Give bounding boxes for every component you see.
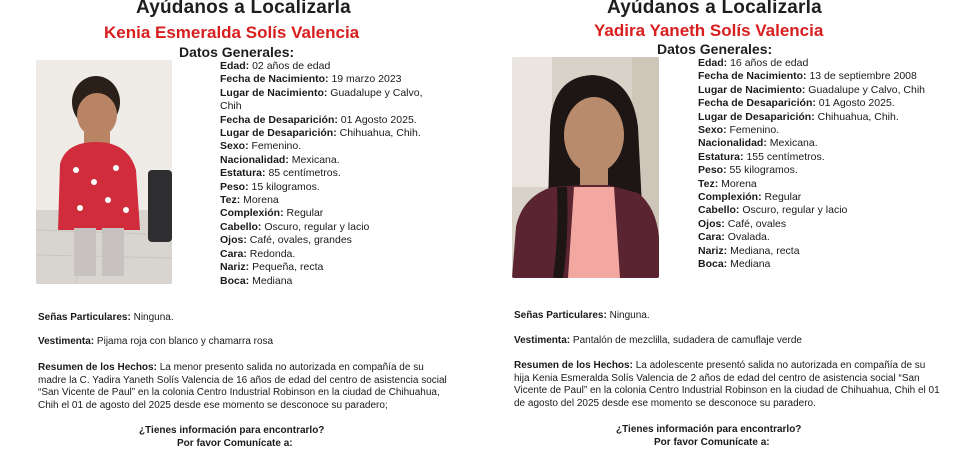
detail-row: Boca: Mediana [698,258,771,271]
contact-call: Por favor Comunícate a: [654,437,770,448]
detail-row: Peso: 55 kilogramos. [698,164,798,177]
contact-question: ¿Tienes información para encontrarlo? [616,424,802,435]
detail-row: Fecha de Desaparición: 01 Agosto 2025. [220,113,417,126]
distinguishing-marks: Señas Particulares: Ninguna. [38,312,174,323]
detail-row: Complexión: Regular [698,191,802,204]
person-name: Kenia Esmeralda Solís Valencia [104,23,360,42]
detail-row: Fecha de Desaparición: 01 Agosto 2025. [698,97,895,110]
clothing: Vestimenta: Pijama roja con blanco y chamarra rosa [38,336,274,347]
detail-row: Fecha de Nacimiento: 13 de septiembre 2008 [698,70,917,83]
detail-row: Estatura: 85 centímetros. [220,167,341,180]
general-data-heading: Datos Generales: [179,44,295,60]
poster-title: Ayúdanos a Localizarla [136,0,351,18]
clothing: Vestimenta: Pantalón de mezclilla, sudadera de camuflaje verde [514,335,802,346]
details-list [220,60,445,288]
detail-row: Ojos: Café, ovales [698,217,787,230]
detail-row: Fecha de Nacimiento: 19 marzo 2023 [220,73,402,86]
detail-row: Cabello: Oscuro, regular y lacio [220,220,370,233]
person-photo [512,57,659,278]
person-photo [36,60,172,284]
facts-summary: Resumen de los Hechos: La adolescente presentó salida no autorizada en compañía de su hija Kenia Esmeralda Solís Valencia de 2 años de edad del centro de asistencia social “San Vicente de Paul” en la colonia Centro Industrial Robinson en la ciudad de Chihuahua, Chih el 01 de agosto del 2025 desde ese momento se desconoce su paradero. [514,360,940,409]
detail-row: Nacionalidad: Mexicana. [220,153,340,166]
person-name: Yadira Yaneth Solís Valencia [594,21,824,40]
detail-row: Edad: 16 años de edad [698,57,809,69]
detail-row: Estatura: 155 centímetros. [698,150,825,163]
poster-title: Ayúdanos a Localizarla [607,0,822,18]
detail-row: Nariz: Pequeña, recta [220,261,324,274]
detail-row: Boca: Mediana [220,274,293,287]
child-photo-illustration [36,60,172,284]
detail-row: Lugar de Desaparición: Chihuahua, Chih. [698,110,899,123]
details-list [698,57,928,272]
contact-question: ¿Tienes información para encontrarlo? [139,425,325,436]
detail-row: Edad: 02 años de edad [220,60,331,72]
detail-row: Lugar de Nacimiento: Guadalupe y Calvo, Chih [698,83,926,96]
facts-summary: Resumen de los Hechos: La menor presento salida no autorizada en compañía de su madre la C. Yadira Yaneth Solís Valencia de 16 años de edad del centro de asistencia social “San Vicente de Paul” en la colonia Centro Industrial Robinson en la ciudad de Chihuahua, Chih el 01 de agosto del 2025 desde ese momento se desconoce su paradero; [38,362,447,411]
detail-row: Sexo: Femenino. [698,124,780,137]
detail-row: Cara: Ovalada. [698,231,770,244]
detail-row: Cara: Redonda. [220,247,296,260]
detail-row: Lugar de Nacimiento: Guadalupe y Calvo, Chih [220,86,423,113]
missing-person-poster-yadira [484,0,969,450]
detail-row: Complexión: Regular [220,207,324,220]
detail-row: Lugar de Desaparición: Chihuahua, Chih. [220,127,421,140]
detail-row: Nariz: Mediana, recta [698,244,800,257]
contact-call: Por favor Comunícate a: [177,438,293,449]
detail-row: Ojos: Café, ovales, grandes [220,234,352,247]
distinguishing-marks: Señas Particulares: Ninguna. [514,310,650,321]
detail-row: Tez: Morena [220,194,279,207]
detail-row: Nacionalidad: Mexicana. [698,137,818,150]
detail-row: Sexo: Femenino. [220,140,302,153]
detail-row: Peso: 15 kilogramos. [220,180,320,193]
detail-row: Tez: Morena [698,177,757,190]
teen-photo-illustration [512,57,659,278]
missing-person-poster-kenia [0,0,484,450]
general-data-heading: Datos Generales: [657,41,773,57]
detail-row: Cabello: Oscuro, regular y lacio [698,204,848,217]
